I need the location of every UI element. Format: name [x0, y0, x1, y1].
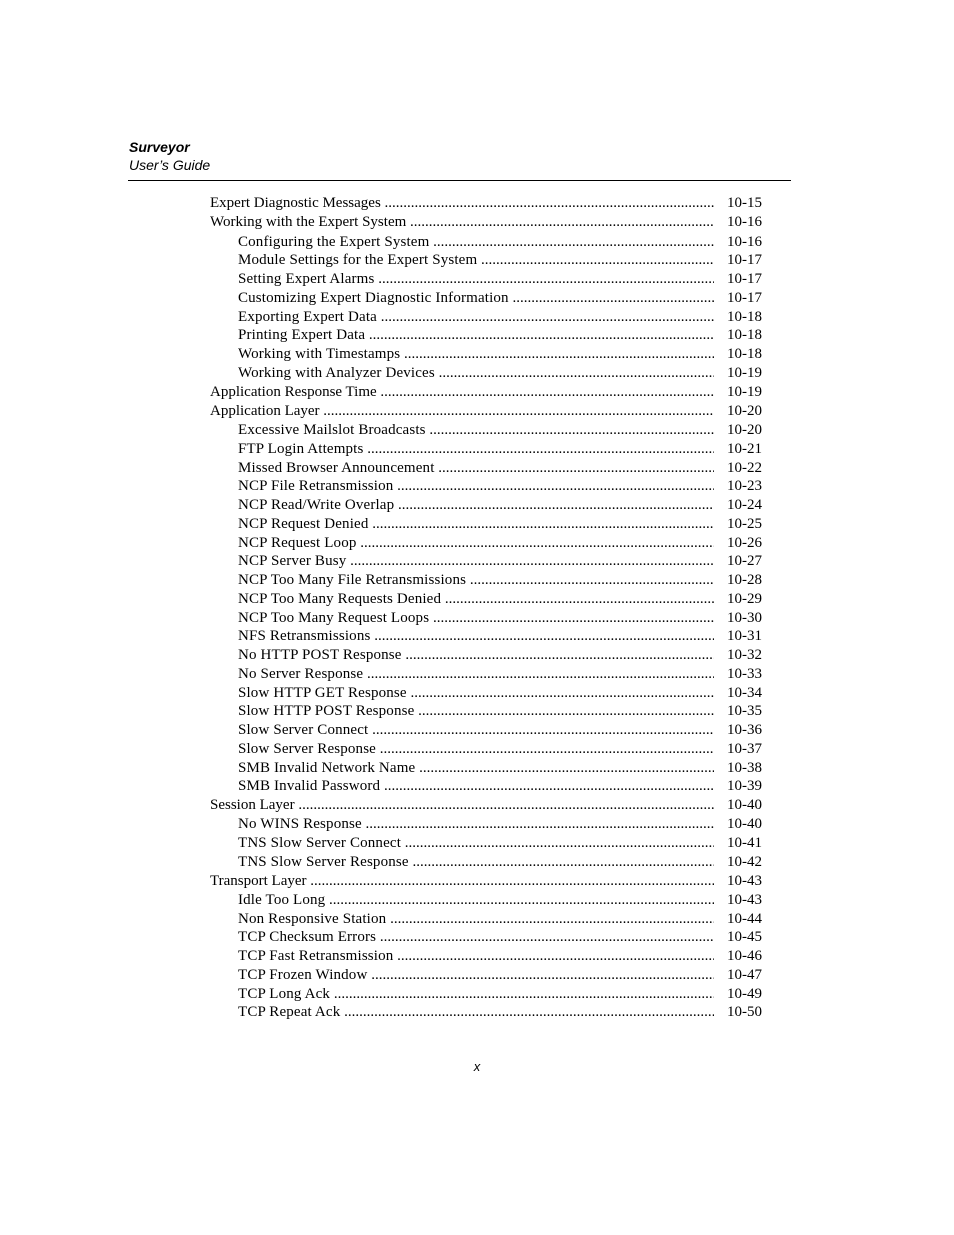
toc-subsection-entry[interactable] — [0, 759, 954, 778]
toc-entry-title[interactable]: NCP Read/Write Overlap ..... — [238, 496, 714, 515]
toc-entry-title[interactable]: Customizing Expert Diagnostic Information ..... — [238, 289, 714, 308]
toc-entry-page[interactable]: 10-15 — [727, 195, 762, 211]
toc-entry-title[interactable]: Application Layer ..... — [210, 402, 714, 421]
toc-subsection-entry[interactable] — [0, 684, 954, 703]
toc-section-entry[interactable] — [0, 796, 954, 815]
toc-entry-page[interactable]: 10-17 — [727, 271, 762, 287]
toc-entry-title[interactable]: Idle Too Long ..... — [238, 891, 714, 910]
toc-entry-title[interactable]: TNS Slow Server Connect ..... — [238, 834, 714, 853]
toc-entry-page[interactable]: 10-35 — [727, 703, 762, 720]
toc-entry-title[interactable]: NCP Request Denied ..... — [238, 515, 714, 534]
toc-entry-page[interactable]: 10-22 — [727, 459, 762, 476]
toc-entry-page[interactable]: 10-40 — [727, 816, 762, 833]
toc-entry-title[interactable]: Slow HTTP GET Response ..... — [238, 684, 714, 703]
toc-entry-page[interactable]: 10-37 — [727, 740, 762, 757]
toc-subsection-entry[interactable] — [0, 740, 954, 759]
toc-subsection-entry[interactable] — [0, 853, 954, 872]
toc-subsection-entry[interactable] — [0, 440, 954, 459]
toc-subsection-entry[interactable] — [0, 364, 954, 383]
toc-subsection-entry[interactable] — [0, 289, 954, 308]
toc-subsection-entry[interactable] — [0, 966, 954, 985]
toc-entry-title[interactable]: Exporting Expert Data ..... — [238, 308, 714, 327]
toc-subsection-entry[interactable] — [0, 627, 954, 646]
toc-subsection-entry[interactable] — [0, 421, 954, 440]
toc-entry-page[interactable]: 10-44 — [727, 910, 762, 927]
toc-entry-title[interactable]: NCP Request Loop ..... — [238, 534, 714, 553]
toc-entry-title[interactable]: Excessive Mailslot Broadcasts ..... — [238, 421, 714, 440]
toc-entry-page[interactable]: 10-41 — [727, 835, 762, 851]
toc-entry-page[interactable]: 10-26 — [727, 534, 762, 551]
toc-subsection-entry[interactable] — [0, 270, 954, 289]
toc-entry-title[interactable]: Non Responsive Station ..... — [238, 910, 714, 929]
toc-entry-page[interactable]: 10-28 — [727, 572, 762, 588]
toc-entry-page[interactable]: 10-43 — [727, 872, 762, 889]
toc-entry-title[interactable]: Printing Expert Data ..... — [238, 326, 714, 345]
toc-section-entry[interactable] — [0, 872, 954, 891]
toc-entry-title[interactable]: TNS Slow Server Response ..... — [238, 853, 714, 872]
toc-entry-title[interactable]: Slow Server Response ..... — [238, 740, 714, 759]
toc-subsection-entry[interactable] — [0, 477, 954, 496]
toc-entry-title[interactable]: Transport Layer ..... — [210, 872, 714, 891]
toc-entry-title[interactable]: FTP Login Attempts ..... — [238, 440, 714, 459]
toc-entry-page[interactable]: 10-45 — [727, 929, 762, 946]
toc-entry-title[interactable]: TCP Frozen Window ..... — [238, 966, 714, 985]
toc-subsection-entry[interactable] — [0, 665, 954, 684]
toc-subsection-entry[interactable] — [0, 947, 954, 966]
header-rule — [128, 180, 791, 181]
toc-subsection-entry[interactable] — [0, 891, 954, 910]
toc-subsection-entry[interactable] — [0, 910, 954, 929]
toc-entry-title[interactable]: NCP Too Many File Retransmissions ..... — [238, 571, 714, 590]
toc-entry-page[interactable]: 10-50 — [727, 1004, 762, 1021]
toc-entry-page[interactable]: 10-23 — [727, 478, 762, 495]
toc-subsection-entry[interactable] — [0, 308, 954, 327]
toc-entry-page[interactable]: 10-33 — [727, 665, 762, 682]
toc-entry-title[interactable]: NCP Too Many Request Loops ..... — [238, 609, 714, 628]
toc-entry-page[interactable]: 10-32 — [727, 647, 762, 663]
toc-subsection-entry[interactable] — [0, 534, 954, 553]
toc-entry-page[interactable]: 10-25 — [727, 515, 762, 532]
toc-entry-title[interactable]: TCP Fast Retransmission ..... — [238, 947, 714, 966]
toc-entry-title[interactable]: Expert Diagnostic Messages ..... — [210, 194, 714, 213]
toc-entry-title[interactable]: NCP Too Many Requests Denied ..... — [238, 590, 714, 609]
toc-entry-page[interactable]: 10-18 — [727, 327, 762, 344]
toc-entry-title[interactable]: Slow Server Connect ..... — [238, 721, 714, 740]
toc-entry-title[interactable]: Module Settings for the Expert System ..... — [238, 251, 714, 270]
toc-entry-title[interactable]: TCP Long Ack ..... — [238, 985, 714, 1004]
toc-subsection-entry[interactable] — [0, 609, 954, 628]
toc-entry-page[interactable]: 10-34 — [727, 684, 762, 701]
toc-entry-title[interactable]: No Server Response ..... — [238, 665, 714, 684]
toc-entry-page[interactable]: 10-17 — [727, 252, 762, 269]
toc-entry-title[interactable]: TCP Repeat Ack ..... — [238, 1003, 714, 1022]
toc-subsection-entry[interactable] — [0, 251, 954, 270]
toc-subsection-entry[interactable] — [0, 646, 954, 665]
toc-entry-page[interactable]: 10-31 — [727, 628, 762, 645]
toc-entry-page[interactable]: 10-29 — [727, 590, 762, 607]
toc-subsection-entry[interactable] — [0, 1003, 954, 1022]
toc-entry-page[interactable]: 10-18 — [727, 308, 762, 325]
toc-subsection-entry[interactable] — [0, 552, 954, 571]
toc-section-entry[interactable] — [0, 194, 954, 213]
toc-entry-page[interactable]: 10-49 — [727, 985, 762, 1002]
toc-entry-page[interactable]: 10-43 — [727, 891, 762, 908]
toc-entry-page[interactable]: 10-17 — [727, 289, 762, 306]
toc-section-entry[interactable] — [0, 213, 954, 232]
toc-subsection-entry[interactable] — [0, 515, 954, 534]
toc-entry-page[interactable]: 10-19 — [727, 383, 762, 400]
toc-entry-title[interactable]: NFS Retransmissions ..... — [238, 627, 714, 646]
toc-entry-page[interactable]: 10-40 — [727, 797, 762, 813]
toc-section-entry[interactable] — [0, 402, 954, 421]
toc-entry-page[interactable]: 10-42 — [727, 853, 762, 870]
running-header — [129, 139, 210, 174]
toc-entry-title[interactable]: No HTTP POST Response ..... — [238, 646, 714, 665]
toc-entry-title[interactable]: SMB Invalid Password ..... — [238, 777, 714, 796]
header-subtitle: User’s Guide — [129, 157, 211, 173]
toc-entry-title[interactable]: Working with the Expert System ..... — [210, 213, 714, 232]
page-number: x — [473, 1059, 481, 1074]
toc-entry-page[interactable]: 10-21 — [727, 440, 762, 457]
toc-entry-page[interactable]: 10-16 — [727, 233, 762, 250]
toc-entry-page[interactable]: 10-18 — [727, 346, 762, 362]
toc-entry-title[interactable]: Slow HTTP POST Response ..... — [238, 702, 714, 721]
toc-entry-title[interactable]: Session Layer ..... — [210, 796, 714, 815]
toc-entry-page[interactable]: 10-46 — [727, 948, 762, 964]
toc-entry-page[interactable]: 10-24 — [727, 497, 762, 513]
toc-entry-title[interactable]: Configuring the Expert System ..... — [238, 233, 714, 252]
toc-subsection-entry[interactable] — [0, 702, 954, 721]
toc-entry-page[interactable]: 10-27 — [727, 553, 762, 570]
toc-subsection-entry[interactable] — [0, 345, 954, 364]
toc-entry-page[interactable]: 10-38 — [727, 759, 762, 776]
toc-entry-title[interactable]: Setting Expert Alarms ..... — [238, 270, 714, 289]
toc-subsection-entry[interactable] — [0, 590, 954, 609]
toc-entry-title[interactable]: TCP Checksum Errors ..... — [238, 928, 714, 947]
toc-section-entry[interactable] — [0, 383, 954, 402]
toc-entry-title[interactable]: Working with Analyzer Devices ..... — [238, 364, 714, 383]
toc-entry-page[interactable]: 10-30 — [727, 609, 762, 626]
toc-subsection-entry[interactable] — [0, 326, 954, 345]
toc-entry-page[interactable]: 10-20 — [727, 422, 762, 438]
toc-subsection-entry[interactable] — [0, 459, 954, 478]
toc-subsection-entry[interactable] — [0, 928, 954, 947]
header-title: Surveyor — [129, 139, 190, 155]
toc-subsection-entry[interactable] — [0, 815, 954, 834]
toc-entry-title[interactable]: Working with Timestamps ..... — [238, 345, 714, 364]
toc-subsection-entry[interactable] — [0, 721, 954, 740]
toc-entry-title[interactable]: Missed Browser Announcement ..... — [238, 459, 714, 478]
toc-subsection-entry[interactable] — [0, 571, 954, 590]
toc-entry-title[interactable]: NCP Server Busy ..... — [238, 552, 714, 571]
toc-entry-title[interactable]: Application Response Time ..... — [210, 383, 714, 402]
toc-subsection-entry[interactable] — [0, 233, 954, 252]
toc-entry-page[interactable]: 10-47 — [727, 966, 762, 983]
toc-subsection-entry[interactable] — [0, 985, 954, 1004]
toc-entry-page[interactable]: 10-19 — [727, 364, 762, 381]
toc-subsection-entry[interactable] — [0, 777, 954, 796]
toc-entry-title[interactable]: SMB Invalid Network Name ..... — [238, 759, 714, 778]
toc-entry-page[interactable]: 10-16 — [727, 214, 762, 231]
toc-entry-title[interactable]: NCP File Retransmission ..... — [238, 477, 714, 496]
toc-entry-title[interactable]: No WINS Response ..... — [238, 815, 714, 834]
toc-subsection-entry[interactable] — [0, 496, 954, 515]
toc-entry-page[interactable]: 10-39 — [727, 778, 762, 795]
toc-entry-page[interactable]: 10-20 — [727, 402, 762, 419]
toc-entry-page[interactable]: 10-36 — [727, 722, 762, 738]
toc-subsection-entry[interactable] — [0, 834, 954, 853]
table-of-contents — [0, 194, 954, 1022]
